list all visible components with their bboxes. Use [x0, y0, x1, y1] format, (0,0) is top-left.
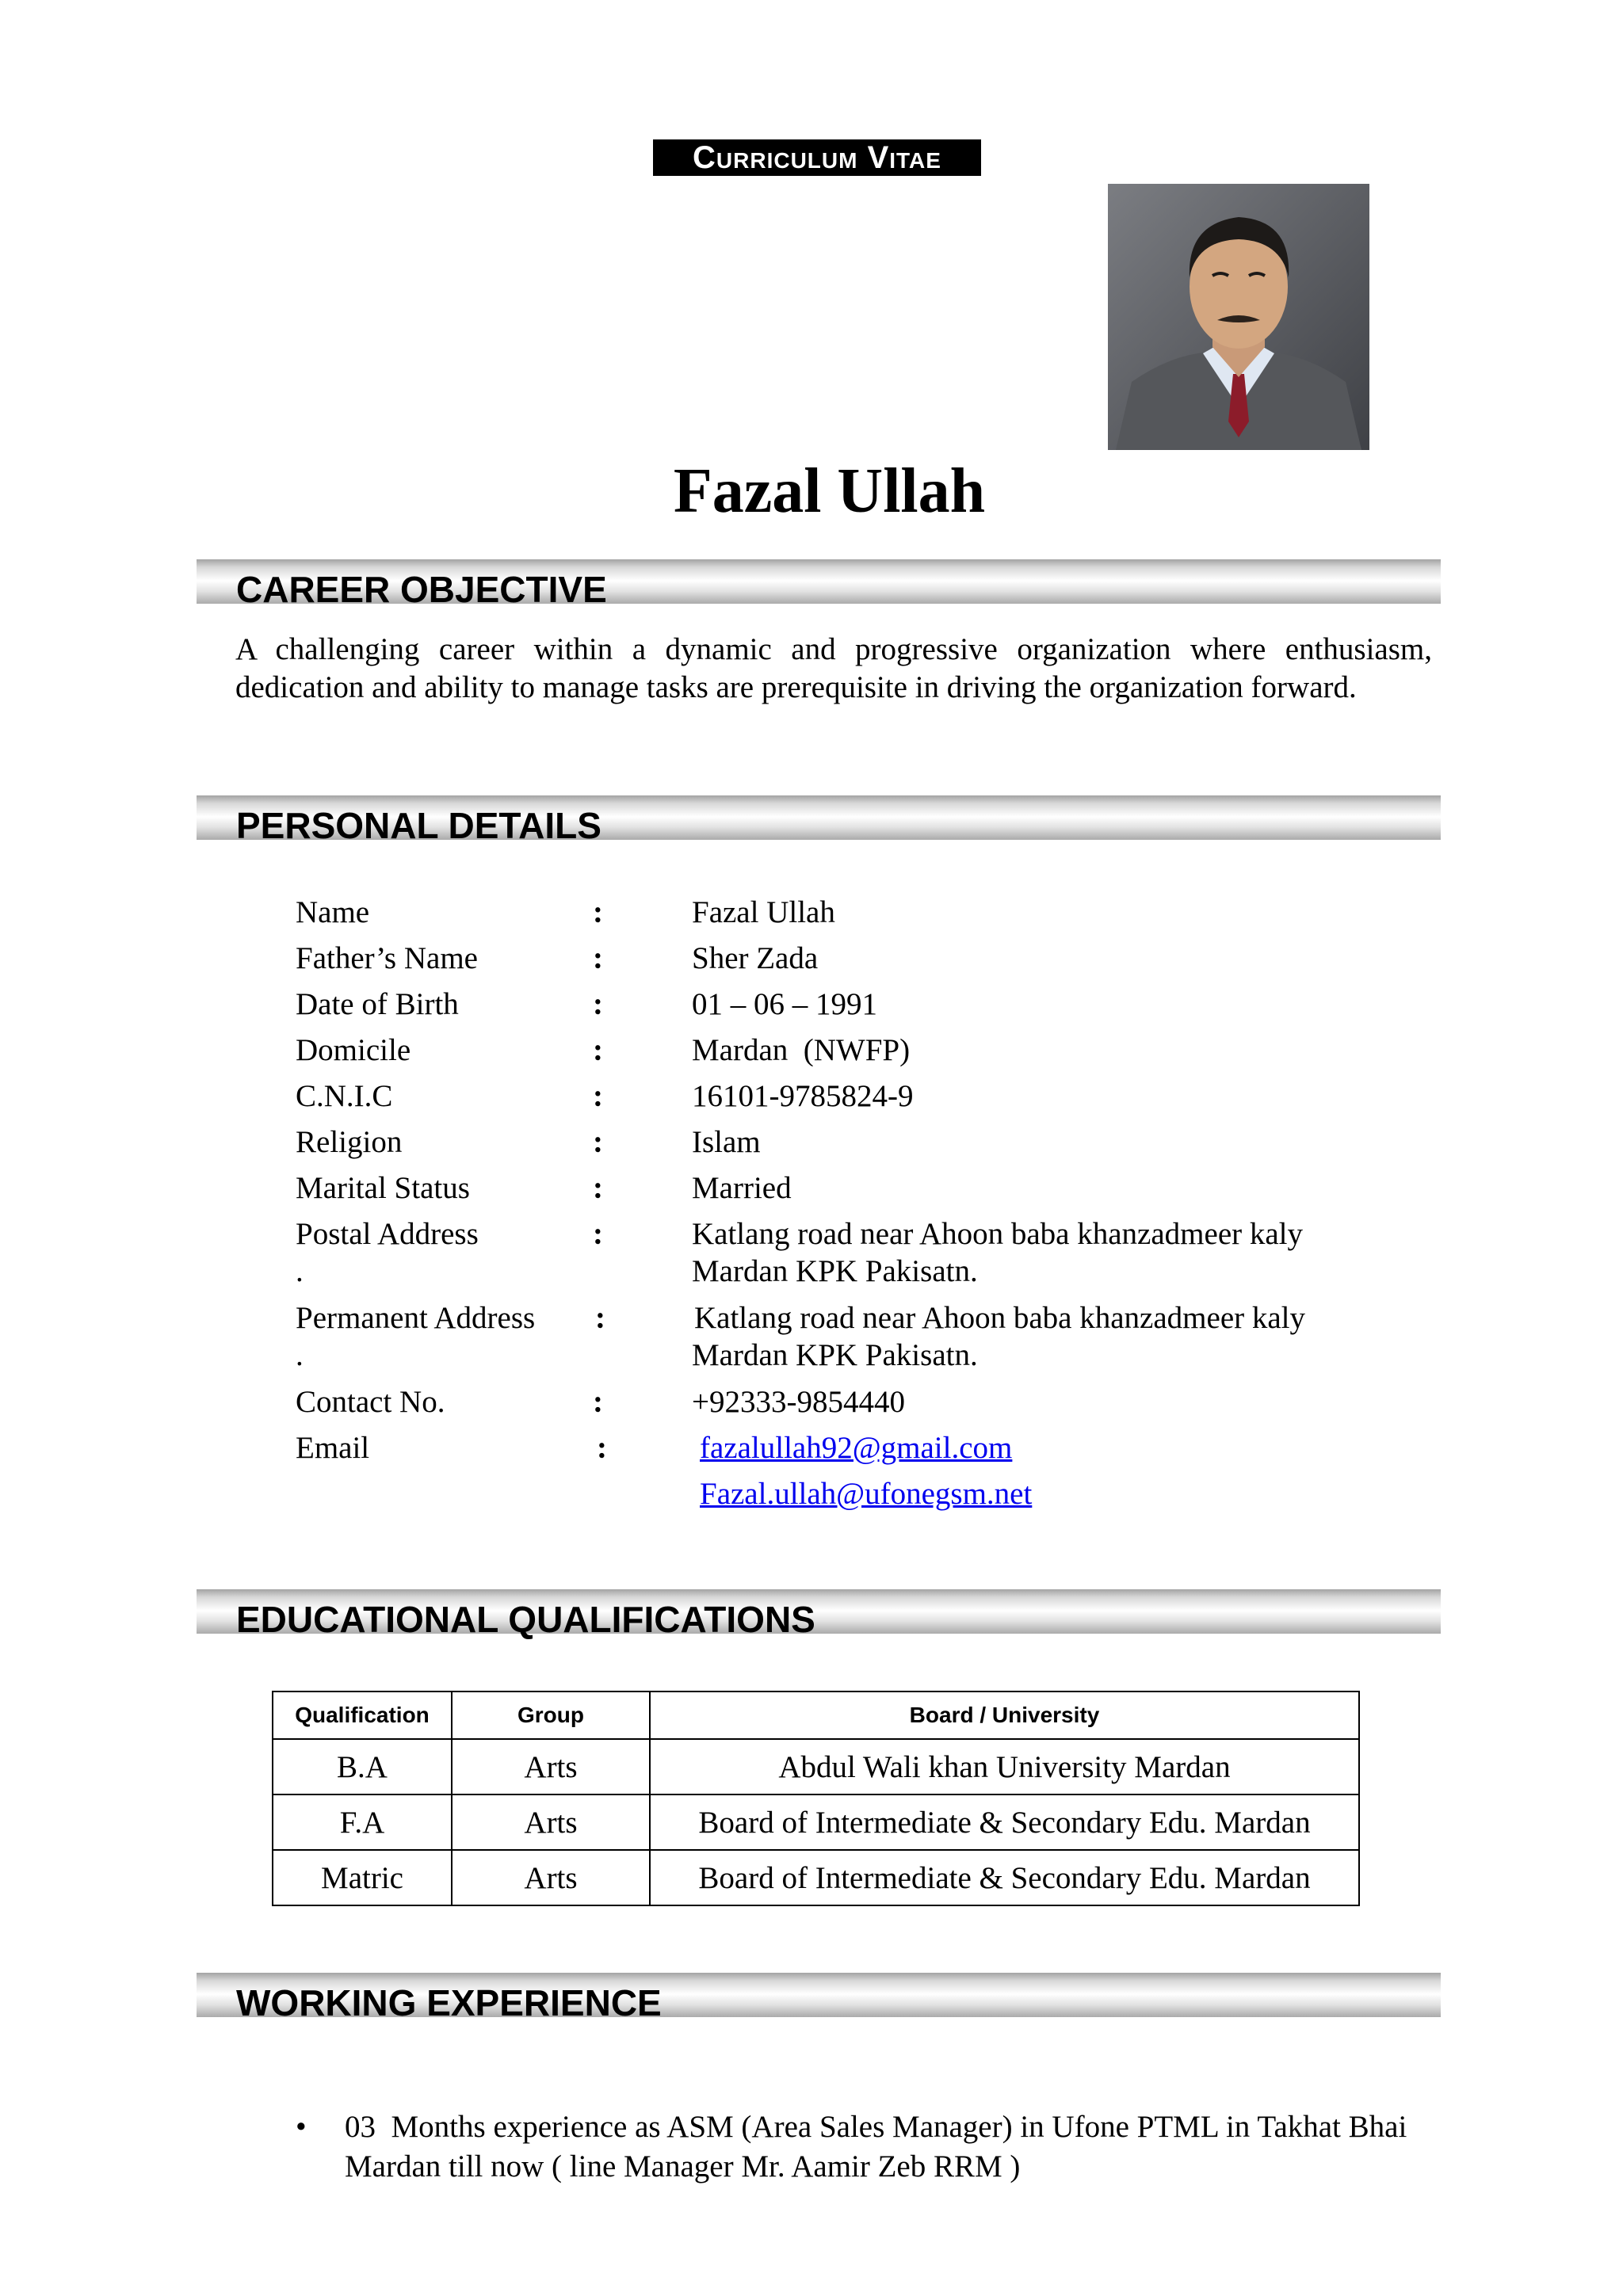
cv-title: Curriculum Vitae: [653, 139, 981, 176]
education-table: [272, 1691, 1360, 1906]
career-objective-heading: [197, 559, 1441, 610]
section-title: WORKING EXPERIENCE: [236, 1982, 662, 2023]
email-link-primary[interactable]: fazalullah92@gmail.com: [700, 1431, 1013, 1465]
detail-value: Sher Zada: [692, 941, 819, 975]
detail-colon: :: [593, 941, 603, 975]
address-line: Katlang road near Ahoon baba khanzadmeer kaly: [692, 1217, 1304, 1251]
detail-value: [692, 1215, 1484, 1290]
board-cell: Board of Intermediate & Secondary Edu. Mardan: [650, 1850, 1359, 1905]
candidate-name: Fazal Ullah: [673, 456, 986, 526]
table-header-row: [273, 1691, 1359, 1739]
table-row: [273, 1794, 1359, 1850]
board-cell: Abdul Wali khan University Mardan: [650, 1739, 1359, 1794]
detail-colon: :: [595, 1301, 605, 1335]
detail-label: Postal Address: [296, 1217, 479, 1251]
qualification-cell: B.A: [273, 1739, 452, 1794]
detail-colon: :: [597, 1431, 607, 1465]
group-cell: Arts: [452, 1850, 650, 1905]
detail-colon: :: [593, 895, 603, 929]
educational-qualifications-heading: [197, 1589, 1441, 1640]
profile-photo: [1108, 184, 1369, 450]
group-cell: Arts: [452, 1794, 650, 1850]
bullet-icon: •: [296, 2110, 307, 2144]
detail-dot: .: [296, 1338, 304, 1372]
detail-label: Name: [296, 895, 370, 929]
detail-colon: :: [593, 987, 603, 1021]
detail-value: 16101-9785824-9: [692, 1079, 914, 1113]
board-cell: Board of Intermediate & Secondary Edu. Mardan: [650, 1794, 1359, 1850]
column-header-board: Board / University: [650, 1691, 1359, 1739]
detail-value: +92333-9854440: [692, 1385, 905, 1419]
detail-colon: :: [593, 1125, 603, 1159]
address-line: Mardan KPK Pakisatn.: [692, 1254, 978, 1288]
detail-value: Islam: [692, 1125, 761, 1159]
qualification-cell: F.A: [273, 1794, 452, 1850]
detail-value: Fazal Ullah: [692, 895, 835, 929]
detail-label: C.N.I.C: [296, 1079, 393, 1113]
address-line: Mardan KPK Pakisatn.: [692, 1338, 978, 1372]
detail-label: Marital Status: [296, 1171, 470, 1205]
detail-value: [700, 1425, 1492, 1517]
detail-dot: .: [296, 1254, 304, 1288]
table-row: [273, 1739, 1359, 1794]
qualification-cell: Matric: [273, 1850, 452, 1905]
detail-label: Religion: [296, 1125, 403, 1159]
detail-label: Date of Birth: [296, 987, 459, 1021]
detail-value: Married: [692, 1171, 792, 1205]
section-title: PERSONAL DETAILS: [236, 805, 601, 846]
group-cell: Arts: [452, 1739, 650, 1794]
detail-colon: :: [593, 1033, 603, 1067]
detail-value: Mardan (NWFP): [692, 1033, 911, 1067]
section-title: EDUCATIONAL QUALIFICATIONS: [236, 1599, 815, 1640]
email-link-secondary[interactable]: Fazal.ullah@ufonegsm.net: [700, 1477, 1033, 1511]
section-title: CAREER OBJECTIVE: [236, 569, 607, 610]
detail-colon: :: [593, 1385, 603, 1419]
table-row: [273, 1850, 1359, 1905]
detail-label: Contact No.: [296, 1385, 445, 1419]
detail-colon: :: [593, 1217, 603, 1251]
detail-label: Domicile: [296, 1033, 411, 1067]
detail-label: Father’s Name: [296, 941, 478, 975]
detail-value: 01 – 06 – 1991: [692, 987, 877, 1021]
detail-label: Email: [296, 1431, 370, 1465]
detail-colon: :: [593, 1079, 603, 1113]
column-header-qualification: Qualification: [273, 1691, 452, 1739]
experience-text: 03 Months experience as ASM (Area Sales Manager) in Ufone PTML in Takhat Bhai Mardan till now ( line Manager Mr. Aamir Zeb RRM ): [345, 2110, 1415, 2183]
detail-label: Permanent Address: [296, 1301, 536, 1335]
personal-details-heading: [197, 795, 1441, 846]
address-line: Katlang road near Ahoon baba khanzadmeer kaly: [694, 1301, 1306, 1335]
column-header-group: Group: [452, 1691, 650, 1739]
objective-text: A challenging career within a dynamic and progressive organization where enthusiasm, dedication and ability to manage tasks are prerequisite in driving the organization forward.: [235, 632, 1432, 704]
working-experience-heading: [197, 1973, 1441, 2023]
detail-colon: :: [593, 1171, 603, 1205]
detail-value: [694, 1299, 1487, 1374]
